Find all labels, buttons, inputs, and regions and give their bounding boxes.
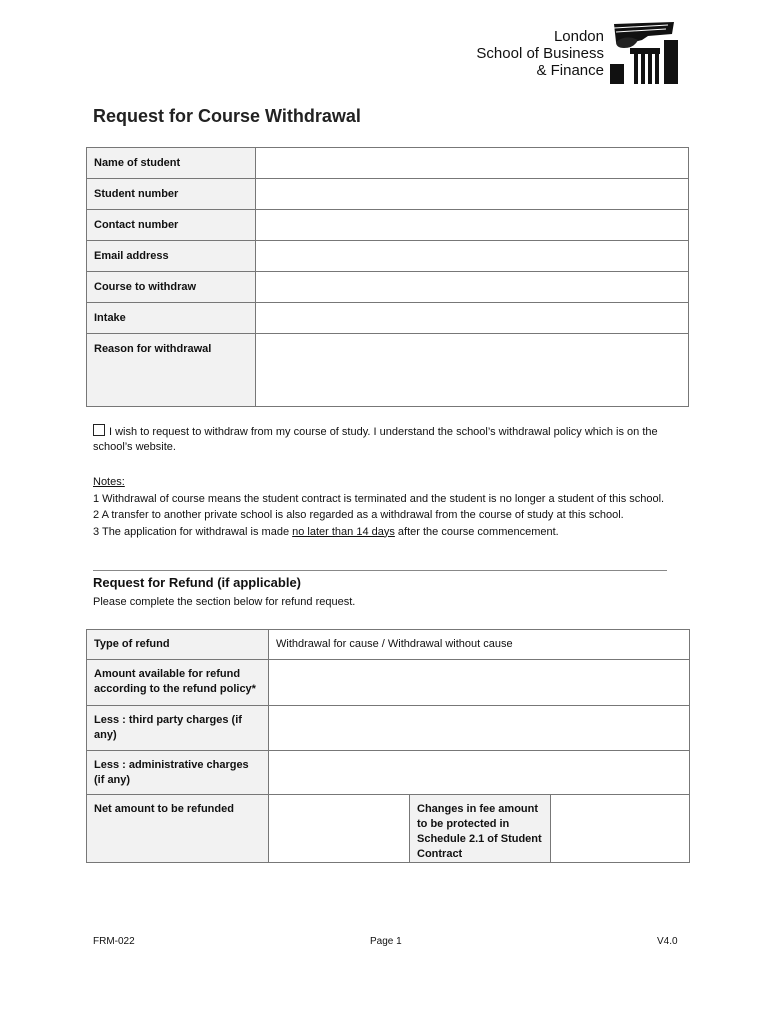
page-title: Request for Course Withdrawal	[93, 106, 361, 126]
field-label: Changes in fee amount to be protected in Schedule 2.1 of Student Contract	[410, 795, 551, 863]
note-item: 2 A transfer to another private school is also regarded as a withdrawal from the course of study at this school.	[93, 509, 624, 521]
field-label: Email address	[87, 241, 256, 272]
declaration-text: I wish to request to withdraw from my course of study. I understand the school’s withdrawal policy which is on the school’s website.	[93, 426, 658, 453]
net-amount-field[interactable]	[269, 795, 410, 863]
table-row	[87, 706, 690, 751]
field-label: Contact number	[87, 210, 256, 241]
logo-line-3: & Finance	[536, 62, 604, 79]
form-code: FRM-022	[93, 936, 135, 947]
school-logo	[458, 20, 680, 86]
refund-heading: Request for Refund (if applicable)	[93, 575, 302, 590]
third-party-charges-field[interactable]	[269, 706, 690, 751]
note-text: 3 The application for withdrawal is made	[93, 525, 293, 538]
table-row	[87, 210, 689, 241]
field-label: Type of refund	[87, 630, 269, 660]
changes-in-fee-field[interactable]	[551, 795, 690, 863]
table-row	[87, 303, 689, 334]
type-of-refund-value[interactable]: Withdrawal for cause / Withdrawal without cause	[269, 630, 690, 660]
field-label: Name of student	[87, 148, 256, 179]
logo-text	[476, 28, 604, 79]
notes-section	[93, 474, 683, 540]
field-label: Amount available for refund according to the refund policy*	[87, 660, 269, 706]
intake-field[interactable]	[256, 303, 689, 334]
table-row	[87, 751, 690, 795]
table-row	[87, 795, 690, 863]
table-row	[87, 179, 689, 210]
field-label: Student number	[87, 179, 256, 210]
refund-table	[86, 629, 690, 863]
email-address-field[interactable]	[256, 241, 689, 272]
reason-for-withdrawal-field[interactable]	[256, 334, 689, 407]
declaration-checkbox[interactable]	[93, 424, 105, 436]
field-label: Intake	[87, 303, 256, 334]
table-row	[87, 660, 690, 706]
table-row	[87, 272, 689, 303]
note-item: 1 Withdrawal of course means the student contract is terminated and the student is no longer a student of this school.	[93, 492, 665, 505]
student-number-field[interactable]	[256, 179, 689, 210]
table-row	[87, 148, 689, 179]
refund-instruction: Please complete the section below for refund request.	[93, 596, 356, 608]
field-label: Course to withdraw	[87, 272, 256, 303]
name-of-student-field[interactable]	[256, 148, 689, 179]
field-label: Less : third party charges (if any)	[87, 706, 269, 751]
administrative-charges-field[interactable]	[269, 751, 690, 795]
note-deadline: no later than 14 days	[292, 525, 395, 538]
logo-line-2: School of Business	[476, 45, 604, 62]
table-row	[87, 630, 690, 660]
table-row	[87, 241, 689, 272]
note-item	[93, 524, 683, 541]
page-number: Page 1	[370, 936, 402, 947]
amount-available-field[interactable]	[269, 660, 690, 706]
note-text: after the course commencement.	[394, 525, 559, 538]
notes-heading: Notes:	[93, 476, 125, 488]
table-row	[87, 334, 689, 407]
course-to-withdraw-field[interactable]	[256, 272, 689, 303]
declaration	[93, 424, 683, 455]
column-logo-icon	[608, 20, 680, 86]
logo-line-1: London	[553, 28, 604, 45]
form-version: V4.0	[657, 936, 678, 947]
field-label: Net amount to be refunded	[87, 795, 269, 863]
field-label: Reason for withdrawal	[87, 334, 256, 407]
section-divider	[93, 570, 667, 571]
contact-number-field[interactable]	[256, 210, 689, 241]
field-label: Less : administrative charges (if any)	[87, 751, 269, 795]
student-details-table	[86, 147, 689, 407]
